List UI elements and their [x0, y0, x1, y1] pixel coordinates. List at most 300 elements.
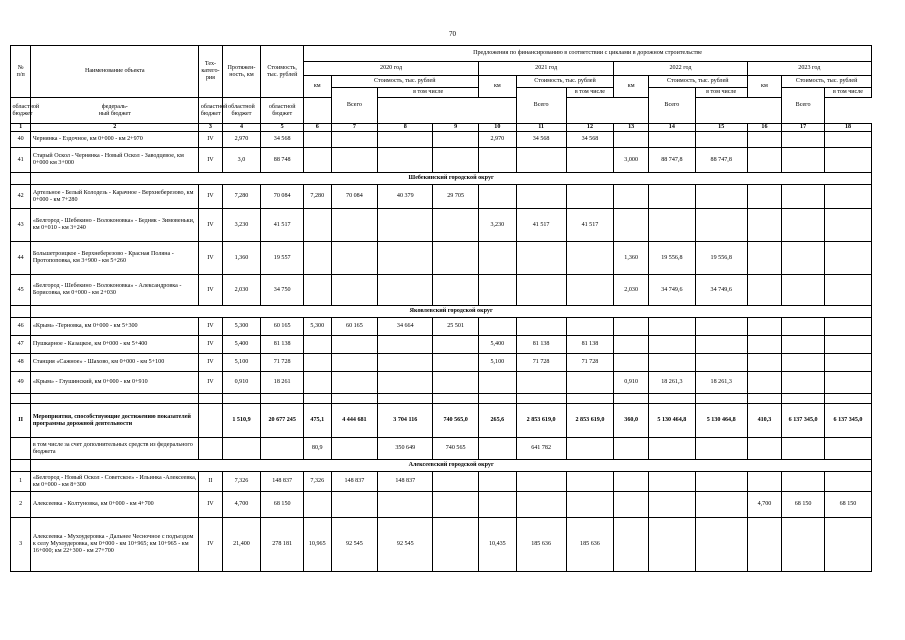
regional-2021-cell: 41 517	[566, 209, 614, 242]
total-2023-cell	[782, 148, 825, 173]
km-2021-cell	[479, 438, 517, 460]
table-row	[11, 148, 872, 173]
row-number-cell: 1	[11, 472, 31, 492]
total-2022-cell: 34 749,6	[648, 275, 695, 306]
header-regional: областной бюджет	[11, 98, 31, 124]
header-incl: в том числе	[824, 88, 871, 98]
regional-2023-cell	[824, 318, 871, 336]
category-cell	[199, 438, 222, 460]
section-row	[11, 460, 872, 472]
regional-2023-cell	[824, 518, 871, 572]
object-name-cell: Алексеевка - Мухоудеровка - Дальнее Чесночное с подъездом к селу Мухоудеровка, км 0+000 - км 10+965; км 10+965 - км 16+000; км 22+300 - км 27+700	[31, 518, 199, 572]
total-2023-cell: 6 137 345,0	[782, 404, 825, 438]
column-number: 4	[222, 124, 261, 132]
km-2023-cell	[747, 209, 782, 242]
regional-2022-cell: 5 130 464,8	[695, 404, 747, 438]
cost-total-cell: 20 677 245	[261, 404, 304, 438]
section-row	[11, 173, 872, 185]
regional-2022-cell	[695, 336, 747, 354]
column-number: 2	[31, 124, 199, 132]
regional-2020-cell: 350 649	[378, 438, 433, 460]
blank-cell	[782, 394, 825, 404]
length-km-cell: 2,970	[222, 132, 261, 148]
length-km-cell: 2,030	[222, 275, 261, 306]
km-2023-cell	[747, 518, 782, 572]
km-2021-cell	[479, 242, 517, 275]
cost-total-cell: 34 750	[261, 275, 304, 306]
cost-total-cell: 41 517	[261, 209, 304, 242]
blank-cell	[747, 394, 782, 404]
blank-cell	[222, 394, 261, 404]
column-numbers-row	[11, 124, 872, 132]
column-number: 12	[566, 124, 614, 132]
regional-2022-cell	[695, 354, 747, 372]
category-cell: IV	[199, 336, 222, 354]
section-blank	[11, 460, 31, 472]
total-2020-cell: 4 444 681	[331, 404, 378, 438]
km-2023-cell	[747, 242, 782, 275]
km-2020-cell: 80,9	[304, 438, 331, 460]
km-2020-cell	[304, 336, 331, 354]
federal-2020-cell	[433, 132, 479, 148]
length-km-cell: 4,700	[222, 492, 261, 518]
object-name-cell: «Крым» - Глушинский, км 0+000 - км 0+910	[31, 372, 199, 394]
regional-2021-cell	[566, 438, 614, 460]
total-2022-cell	[648, 209, 695, 242]
km-2020-cell	[304, 132, 331, 148]
regional-2023-cell	[824, 438, 871, 460]
total-2023-cell	[782, 336, 825, 354]
total-2023-cell	[782, 518, 825, 572]
header-regional: областной бюджет	[199, 98, 222, 124]
regional-2021-cell: 71 728	[566, 354, 614, 372]
table-row	[11, 354, 872, 372]
cost-total-cell: 81 138	[261, 336, 304, 354]
category-cell: IV	[199, 354, 222, 372]
total-2020-cell	[331, 242, 378, 275]
cost-total-cell	[261, 438, 304, 460]
km-2022-cell	[614, 354, 649, 372]
header-total: Всего	[331, 88, 378, 124]
regional-2021-cell: 2 853 619,0	[566, 404, 614, 438]
regional-2023-cell	[824, 372, 871, 394]
total-2022-cell	[648, 492, 695, 518]
header-category: Тех- катего- рия	[199, 46, 222, 98]
regional-2023-cell: 6 137 345,0	[824, 404, 871, 438]
object-name-cell: «Белгород - Новый Оскол - Советское» - Ильинка -Алексеевка, км 0+000 - км 8+300	[31, 472, 199, 492]
regional-2022-cell	[695, 492, 747, 518]
km-2021-cell: 265,6	[479, 404, 517, 438]
cost-total-cell: 88 748	[261, 148, 304, 173]
km-2020-cell	[304, 242, 331, 275]
total-2020-cell: 60 165	[331, 318, 378, 336]
object-name-cell: «Белгород - Шебекино - Волоконовка» - Бедняк - Зимовеньки, км 0+010 - км 3+240	[31, 209, 199, 242]
regional-2020-cell	[378, 148, 433, 173]
blank-cell	[479, 394, 517, 404]
object-name-cell: Алексеевка - Колтуновка, км 0+000 - км 4+700	[31, 492, 199, 518]
total-2023-cell	[782, 275, 825, 306]
category-cell: II	[199, 472, 222, 492]
federal-2020-cell	[433, 354, 479, 372]
regional-2021-cell	[566, 318, 614, 336]
total-2020-cell	[331, 372, 378, 394]
blank-cell	[516, 394, 566, 404]
total-2022-cell	[648, 354, 695, 372]
header-incl: в том числе	[378, 88, 479, 98]
km-2020-cell: 7,280	[304, 185, 331, 209]
km-2023-cell	[747, 318, 782, 336]
category-cell: IV	[199, 242, 222, 275]
federal-2020-cell	[433, 242, 479, 275]
km-2021-cell	[479, 318, 517, 336]
table-row	[11, 185, 872, 209]
table-row	[11, 336, 872, 354]
regional-2021-cell	[566, 275, 614, 306]
km-2023-cell	[747, 132, 782, 148]
length-km-cell: 5,100	[222, 354, 261, 372]
row-number-cell: 46	[11, 318, 31, 336]
km-2021-cell	[479, 492, 517, 518]
category-cell: IV	[199, 372, 222, 394]
page-number: 70	[449, 30, 456, 38]
blank-cell	[261, 394, 304, 404]
header-total: Всего	[516, 88, 566, 124]
total-2020-cell	[331, 148, 378, 173]
regional-2020-cell: 148 837	[378, 472, 433, 492]
header-km: км	[747, 76, 782, 98]
federal-2020-cell: 740 565	[433, 438, 479, 460]
km-2020-cell	[304, 275, 331, 306]
object-name-cell: Большетроицкое - Верхнеберезово - Красная Поляна - Протопоповка, км 3+900 - км 5+260	[31, 242, 199, 275]
total-2020-cell	[331, 132, 378, 148]
column-number: 9	[433, 124, 479, 132]
regional-2023-cell	[824, 472, 871, 492]
cost-total-cell: 34 568	[261, 132, 304, 148]
header-year-2020: 2020 год	[304, 62, 479, 76]
km-2022-cell	[614, 132, 649, 148]
category-cell: IV	[199, 518, 222, 572]
total-2021-cell	[516, 472, 566, 492]
total-2020-cell	[331, 438, 378, 460]
regional-2022-cell: 18 261,3	[695, 372, 747, 394]
header-regional: областной бюджет	[222, 98, 261, 124]
length-km-cell: 1 510,9	[222, 404, 261, 438]
header-regional: областной бюджет	[261, 98, 304, 124]
regional-2021-cell	[566, 185, 614, 209]
column-number: 16	[747, 124, 782, 132]
object-name-cell: Артельное - Белый Колодезь - Карачное - Верхнеберезово, км 0+000 - км 7+280	[31, 185, 199, 209]
column-number: 1	[11, 124, 31, 132]
row-number-cell: 44	[11, 242, 31, 275]
km-2021-cell	[479, 472, 517, 492]
table-row	[11, 242, 872, 275]
km-2023-cell	[747, 472, 782, 492]
object-name-cell: в том числе за счет дополнительных средств из федерального бюджета	[31, 438, 199, 460]
regional-2022-cell: 88 747,8	[695, 148, 747, 173]
total-2023-cell	[782, 438, 825, 460]
table-row	[11, 492, 872, 518]
row-number-cell: 42	[11, 185, 31, 209]
regional-2023-cell	[824, 209, 871, 242]
total-2021-cell: 71 728	[516, 354, 566, 372]
total-2021-cell	[516, 242, 566, 275]
header-km: км	[304, 76, 331, 98]
total-2020-cell: 92 545	[331, 518, 378, 572]
section-blank	[11, 173, 31, 185]
km-2022-cell: 360,0	[614, 404, 649, 438]
regional-2022-cell	[695, 209, 747, 242]
header-year-2023: 2023 год	[747, 62, 871, 76]
regional-2023-cell	[824, 148, 871, 173]
km-2022-cell	[614, 438, 649, 460]
total-2020-cell: 70 084	[331, 185, 378, 209]
regional-2020-cell	[378, 354, 433, 372]
row-number-cell	[11, 438, 31, 460]
row-number-cell: 45	[11, 275, 31, 306]
km-2022-cell	[614, 185, 649, 209]
regional-2021-cell	[566, 148, 614, 173]
total-2023-cell: 68 150	[782, 492, 825, 518]
km-2023-cell	[747, 372, 782, 394]
total-2023-cell	[782, 185, 825, 209]
total-2020-cell	[331, 209, 378, 242]
column-number: 7	[331, 124, 378, 132]
row-number-cell: 49	[11, 372, 31, 394]
km-2020-cell: 10,965	[304, 518, 331, 572]
total-2022-cell	[648, 336, 695, 354]
federal-2020-cell: 740 565,0	[433, 404, 479, 438]
object-name-cell: Пушкарное - Казацкое, км 0+000 - км 5+400	[31, 336, 199, 354]
category-cell: IV	[199, 275, 222, 306]
header-cost-sub: Стоимость, тыс. рублей	[648, 76, 747, 88]
regional-2023-cell	[824, 132, 871, 148]
km-2022-cell	[614, 209, 649, 242]
total-2021-cell: 34 568	[516, 132, 566, 148]
column-number: 14	[648, 124, 695, 132]
column-number: 10	[479, 124, 517, 132]
row-number-cell: II	[11, 404, 31, 438]
header-km: км	[614, 76, 649, 98]
total-2020-cell	[331, 275, 378, 306]
km-2022-cell: 2,030	[614, 275, 649, 306]
federal-2020-cell	[433, 209, 479, 242]
blank-cell	[648, 394, 695, 404]
section-title: Шебекинский городской округ	[31, 173, 872, 185]
blank-cell	[304, 394, 331, 404]
km-2021-cell	[479, 275, 517, 306]
regional-2020-cell	[378, 209, 433, 242]
column-number: 17	[782, 124, 825, 132]
category-cell: IV	[199, 318, 222, 336]
regional-2021-cell: 185 636	[566, 518, 614, 572]
km-2023-cell: 410,3	[747, 404, 782, 438]
table-row	[11, 404, 872, 438]
blank-cell	[566, 394, 614, 404]
regional-2023-cell	[824, 185, 871, 209]
total-2021-cell	[516, 148, 566, 173]
object-name-cell: Чернянка - Ездочное, км 0+000 - км 2+970	[31, 132, 199, 148]
total-2021-cell	[516, 275, 566, 306]
length-km-cell: 21,400	[222, 518, 261, 572]
header-total: Всего	[782, 88, 825, 124]
regional-2020-cell	[378, 336, 433, 354]
total-2022-cell	[648, 472, 695, 492]
km-2023-cell	[747, 275, 782, 306]
km-2022-cell	[614, 492, 649, 518]
length-km-cell	[222, 438, 261, 460]
total-2021-cell: 81 138	[516, 336, 566, 354]
blank-cell	[824, 394, 871, 404]
column-number: 6	[304, 124, 331, 132]
road-financing-table	[10, 45, 872, 572]
total-2023-cell	[782, 318, 825, 336]
km-2022-cell	[614, 472, 649, 492]
header-length: Протяжен- ность, км	[222, 46, 261, 98]
header-name: Наименование объекта	[31, 46, 199, 98]
row-number-cell: 3	[11, 518, 31, 572]
blank-cell	[11, 394, 31, 404]
regional-2021-cell: 34 568	[566, 132, 614, 148]
header-federal: федераль- ный бюджет	[31, 98, 199, 124]
total-2022-cell	[648, 518, 695, 572]
table-row	[11, 472, 872, 492]
row-number-cell: 48	[11, 354, 31, 372]
regional-2020-cell	[378, 132, 433, 148]
km-2020-cell: 7,326	[304, 472, 331, 492]
total-2021-cell: 2 853 619,0	[516, 404, 566, 438]
total-2023-cell	[782, 242, 825, 275]
cost-total-cell: 68 150	[261, 492, 304, 518]
blank-cell	[199, 394, 222, 404]
total-2022-cell: 5 130 464,8	[648, 404, 695, 438]
total-2021-cell	[516, 185, 566, 209]
total-2023-cell	[782, 132, 825, 148]
object-name-cell: Старый Оскол - Чернянка - Новый Оскол - Заводцевое, км 0+000 км 3+000	[31, 148, 199, 173]
km-2020-cell: 475,1	[304, 404, 331, 438]
regional-2020-cell: 40 379	[378, 185, 433, 209]
total-2021-cell: 185 636	[516, 518, 566, 572]
total-2021-cell	[516, 492, 566, 518]
table-row	[11, 438, 872, 460]
header-cost-sub: Стоимость, тыс. рублей	[331, 76, 479, 88]
blank-cell	[433, 394, 479, 404]
federal-2020-cell: 25 501	[433, 318, 479, 336]
table-row	[11, 518, 872, 572]
km-2022-cell: 1,360	[614, 242, 649, 275]
table-row	[11, 209, 872, 242]
regional-2023-cell: 68 150	[824, 492, 871, 518]
regional-2022-cell	[695, 318, 747, 336]
km-2020-cell: 5,300	[304, 318, 331, 336]
total-2022-cell	[648, 185, 695, 209]
table-row	[11, 275, 872, 306]
regional-2023-cell	[824, 336, 871, 354]
cost-total-cell: 278 181	[261, 518, 304, 572]
section-blank	[11, 306, 31, 318]
regional-2023-cell	[824, 354, 871, 372]
km-2020-cell	[304, 209, 331, 242]
regional-2022-cell	[695, 518, 747, 572]
total-2021-cell	[516, 318, 566, 336]
total-2023-cell	[782, 354, 825, 372]
header-total: Всего	[648, 88, 695, 124]
row-number-cell: 40	[11, 132, 31, 148]
federal-2020-cell	[433, 148, 479, 173]
length-km-cell: 5,300	[222, 318, 261, 336]
federal-2020-cell	[433, 372, 479, 394]
category-cell	[199, 404, 222, 438]
header-cost-sub: Стоимость, тыс. рублей	[782, 76, 872, 88]
header-cost-sub: Стоимость, тыс. рублей	[516, 76, 614, 88]
federal-2020-cell	[433, 472, 479, 492]
federal-2020-cell	[433, 336, 479, 354]
length-km-cell: 7,326	[222, 472, 261, 492]
cost-total-cell: 70 084	[261, 185, 304, 209]
km-2020-cell	[304, 354, 331, 372]
length-km-cell: 3,0	[222, 148, 261, 173]
regional-2022-cell	[695, 185, 747, 209]
regional-2021-cell	[566, 242, 614, 275]
regional-2020-cell: 92 545	[378, 518, 433, 572]
column-number: 11	[516, 124, 566, 132]
category-cell: IV	[199, 492, 222, 518]
spacer-row	[11, 394, 872, 404]
total-2022-cell	[648, 438, 695, 460]
blank-cell	[331, 394, 378, 404]
km-2023-cell	[747, 148, 782, 173]
total-2022-cell	[648, 318, 695, 336]
total-2022-cell: 88 747,8	[648, 148, 695, 173]
row-number-cell: 47	[11, 336, 31, 354]
length-km-cell: 1,360	[222, 242, 261, 275]
header-incl: в том числе	[695, 88, 747, 98]
regional-2020-cell	[378, 372, 433, 394]
km-2022-cell	[614, 336, 649, 354]
blank-cell	[614, 394, 649, 404]
regional-2021-cell	[566, 492, 614, 518]
total-2021-cell	[516, 372, 566, 394]
km-2022-cell: 3,000	[614, 148, 649, 173]
total-2022-cell	[648, 132, 695, 148]
blank-cell	[695, 394, 747, 404]
federal-2020-cell: 29 705	[433, 185, 479, 209]
regional-2022-cell: 34 749,6	[695, 275, 747, 306]
header-cost: Стоимость, тыс. рублей	[261, 46, 304, 98]
regional-2020-cell	[378, 275, 433, 306]
regional-2021-cell	[566, 372, 614, 394]
column-number: 18	[824, 124, 871, 132]
federal-2020-cell	[433, 518, 479, 572]
regional-2020-cell	[378, 242, 433, 275]
total-2022-cell: 19 556,8	[648, 242, 695, 275]
cost-total-cell: 19 557	[261, 242, 304, 275]
category-cell: IV	[199, 209, 222, 242]
km-2023-cell	[747, 336, 782, 354]
length-km-cell: 7,280	[222, 185, 261, 209]
total-2021-cell: 41 517	[516, 209, 566, 242]
federal-2020-cell	[433, 492, 479, 518]
km-2020-cell	[304, 492, 331, 518]
cost-total-cell: 71 728	[261, 354, 304, 372]
object-name-cell: «Белгород - Шебекино - Волоконовка» - Александровка - Борисовка, км 0+000 - км 2+030	[31, 275, 199, 306]
header-num: № п/п	[11, 46, 31, 98]
header-proposals: Предложения по финансированию в соответствии с циклами в дорожном строительстве	[304, 46, 872, 62]
km-2022-cell	[614, 518, 649, 572]
regional-2021-cell	[566, 472, 614, 492]
object-name-cell: «Крым» -Терновка, км 0+000 - км 5+300	[31, 318, 199, 336]
header-incl: в том числе	[566, 88, 614, 98]
category-cell: IV	[199, 185, 222, 209]
